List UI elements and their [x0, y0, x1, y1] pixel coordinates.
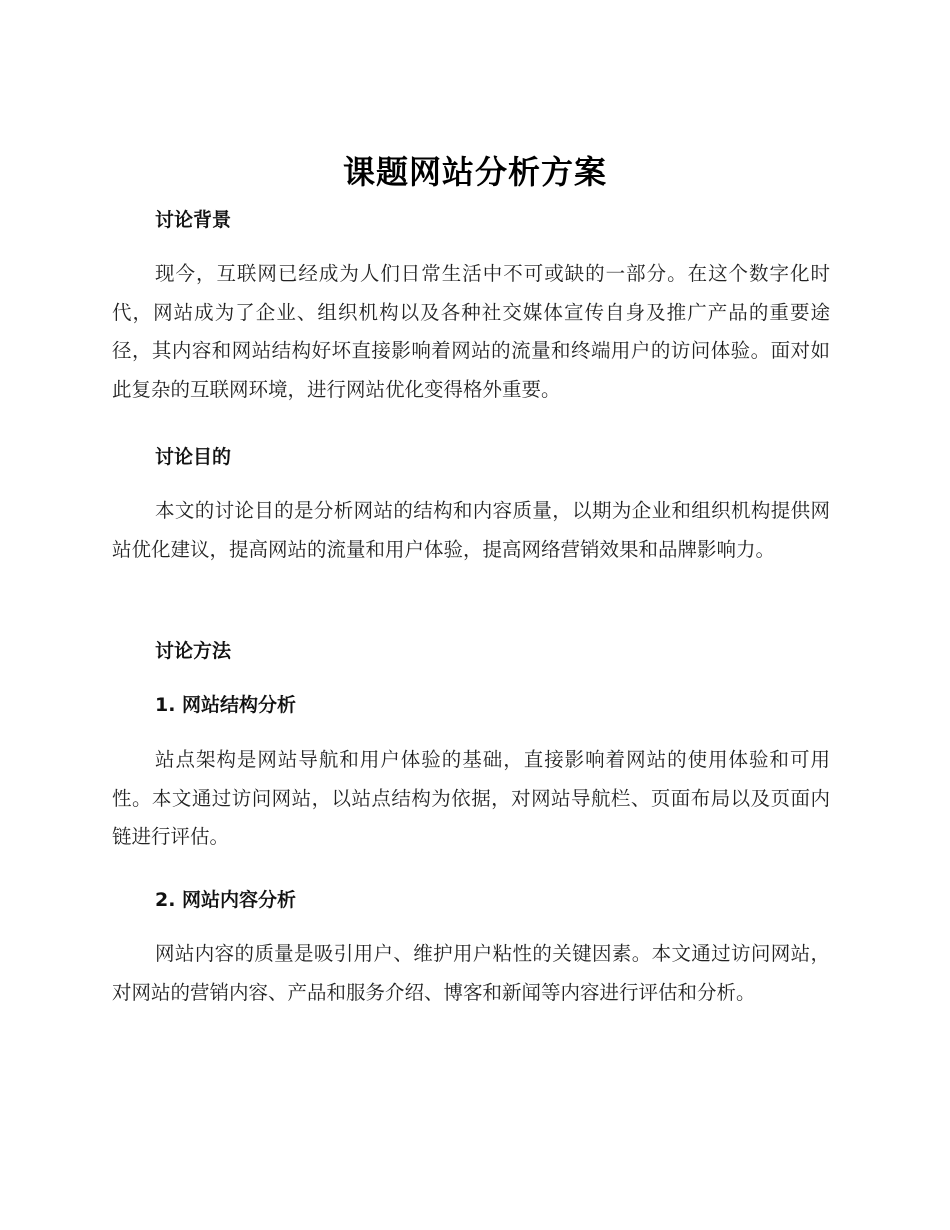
- section-heading-purpose: 讨论目的: [155, 446, 232, 468]
- section-paragraph-content-analysis: 网站内容的质量是吸引用户、维护用户粘性的关键因素。本文通过访问网站，对网站的营销内容、产品和服务介绍、博客和新闻等内容进行评估和分析。: [112, 942, 830, 1004]
- section-heading-content-analysis: 2. 网站内容分析: [155, 889, 297, 911]
- section-heading-background: 讨论背景: [155, 209, 232, 231]
- section-paragraph-purpose: 本文的讨论目的是分析网站的结构和内容质量，以期为企业和组织机构提供网站优化建议，提高网站的流量和用户体验，提高网络营销效果和品牌影响力。: [112, 499, 830, 561]
- section-paragraph-background: 现今，互联网已经成为人们日常生活中不可或缺的一部分。在这个数字化时代，网站成为了企业、组织机构以及各种社交媒体宣传自身及推广产品的重要途径，其内容和网站结构好坏直接影响着网站的流量和终端用户的访问体验。面对如此复杂的互联网环境，进行网站优化变得格外重要。: [112, 262, 830, 401]
- section-paragraph-structure-analysis: 站点架构是网站导航和用户体验的基础，直接影响着网站的使用体验和可用性。本文通过访问网站，以站点结构为依据，对网站导航栏、页面布局以及页面内链进行评估。: [112, 748, 830, 848]
- section-heading-method: 讨论方法: [155, 640, 232, 662]
- document-title: 课题网站分析方案: [342, 153, 607, 191]
- section-heading-structure-analysis: 1. 网站结构分析: [155, 694, 297, 716]
